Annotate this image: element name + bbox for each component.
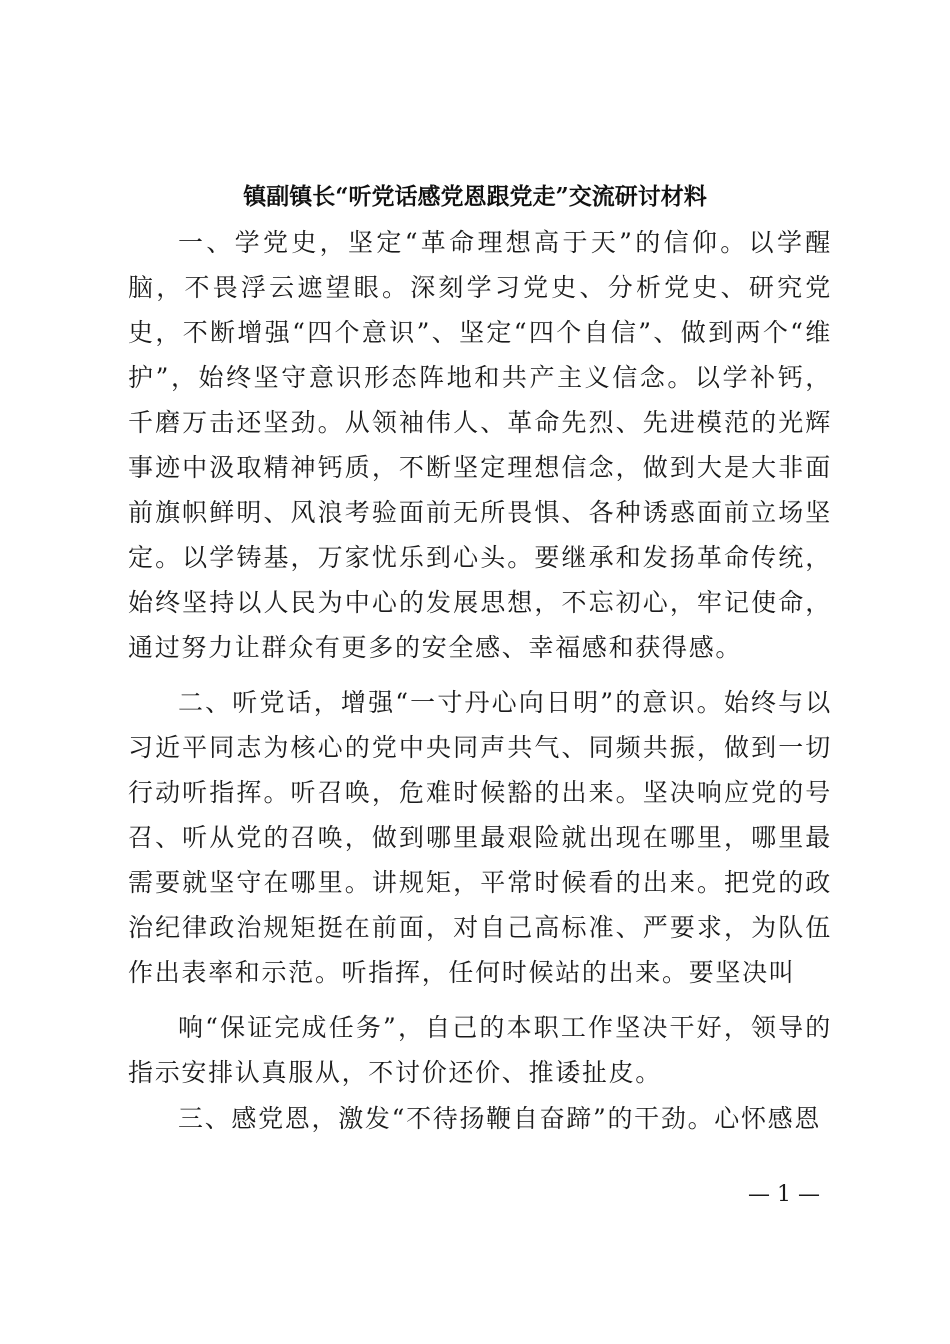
paragraph-3-block xyxy=(128,1005,832,1095)
paragraph-1-block xyxy=(128,220,832,670)
paragraph-2: 二、听党话，增强“一寸丹心向日明”的意识。始终与以习近平同志为核心的党中央同声共气、同频共振，做到一切行动听指挥。听召唤，危难时候豁的出来。坚决响应党的号召、听从党的召唤，做到哪里最艰险就出现在哪里，哪里最需要就坚守在哪里。讲规矩，平常时候看的出来。把党的政治纪律政治规矩挺在前面，对自己高标准、严要求，为队伍作出表率和示范。听指挥，任何时候站的出来。要坚决叫 xyxy=(128,688,832,987)
document-title: 镇副镇长“听党话感党恩跟党走”交流研讨材料 xyxy=(243,183,707,210)
paragraph-1: 一、学党史，坚定“革命理想高于天”的信仰。以学醒脑，不畏浮云遮望眼。深刻学习党史、分析党史、研究党史，不断增强“四个意识”、坚定“四个自信”、做到两个“维护”，始终坚守意识形态阵地和共产主义信念。以学补钙，千磨万击还坚劲。从领袖伟人、革命先烈、先进模范的光辉事迹中汲取精神钙质，不断坚定理想信念，做到大是大非面前旗帜鲜明、风浪考验面前无所畏惧、各种诱惑面前立场坚定。以学铸基，万家忧乐到心头。要继承和发扬革命传统，始终坚持以人民为中心的发展思想，不忘初心，牢记使命，通过努力让群众有更多的安全感、幸福感和获得感。 xyxy=(128,228,832,662)
paragraph-3: 响“保证完成任务”，自己的本职工作坚决干好，领导的指示安排认真服从，不讨价还价、推诿扯皮。 xyxy=(128,1013,832,1087)
page-number: — 1 — xyxy=(748,1182,820,1207)
paragraph-4-block xyxy=(128,1096,832,1141)
paragraph-4: 三、感党恩，激发“不待扬鞭自奋蹄”的干劲。心怀感恩 xyxy=(178,1104,822,1133)
paragraph-2-block xyxy=(128,680,832,995)
